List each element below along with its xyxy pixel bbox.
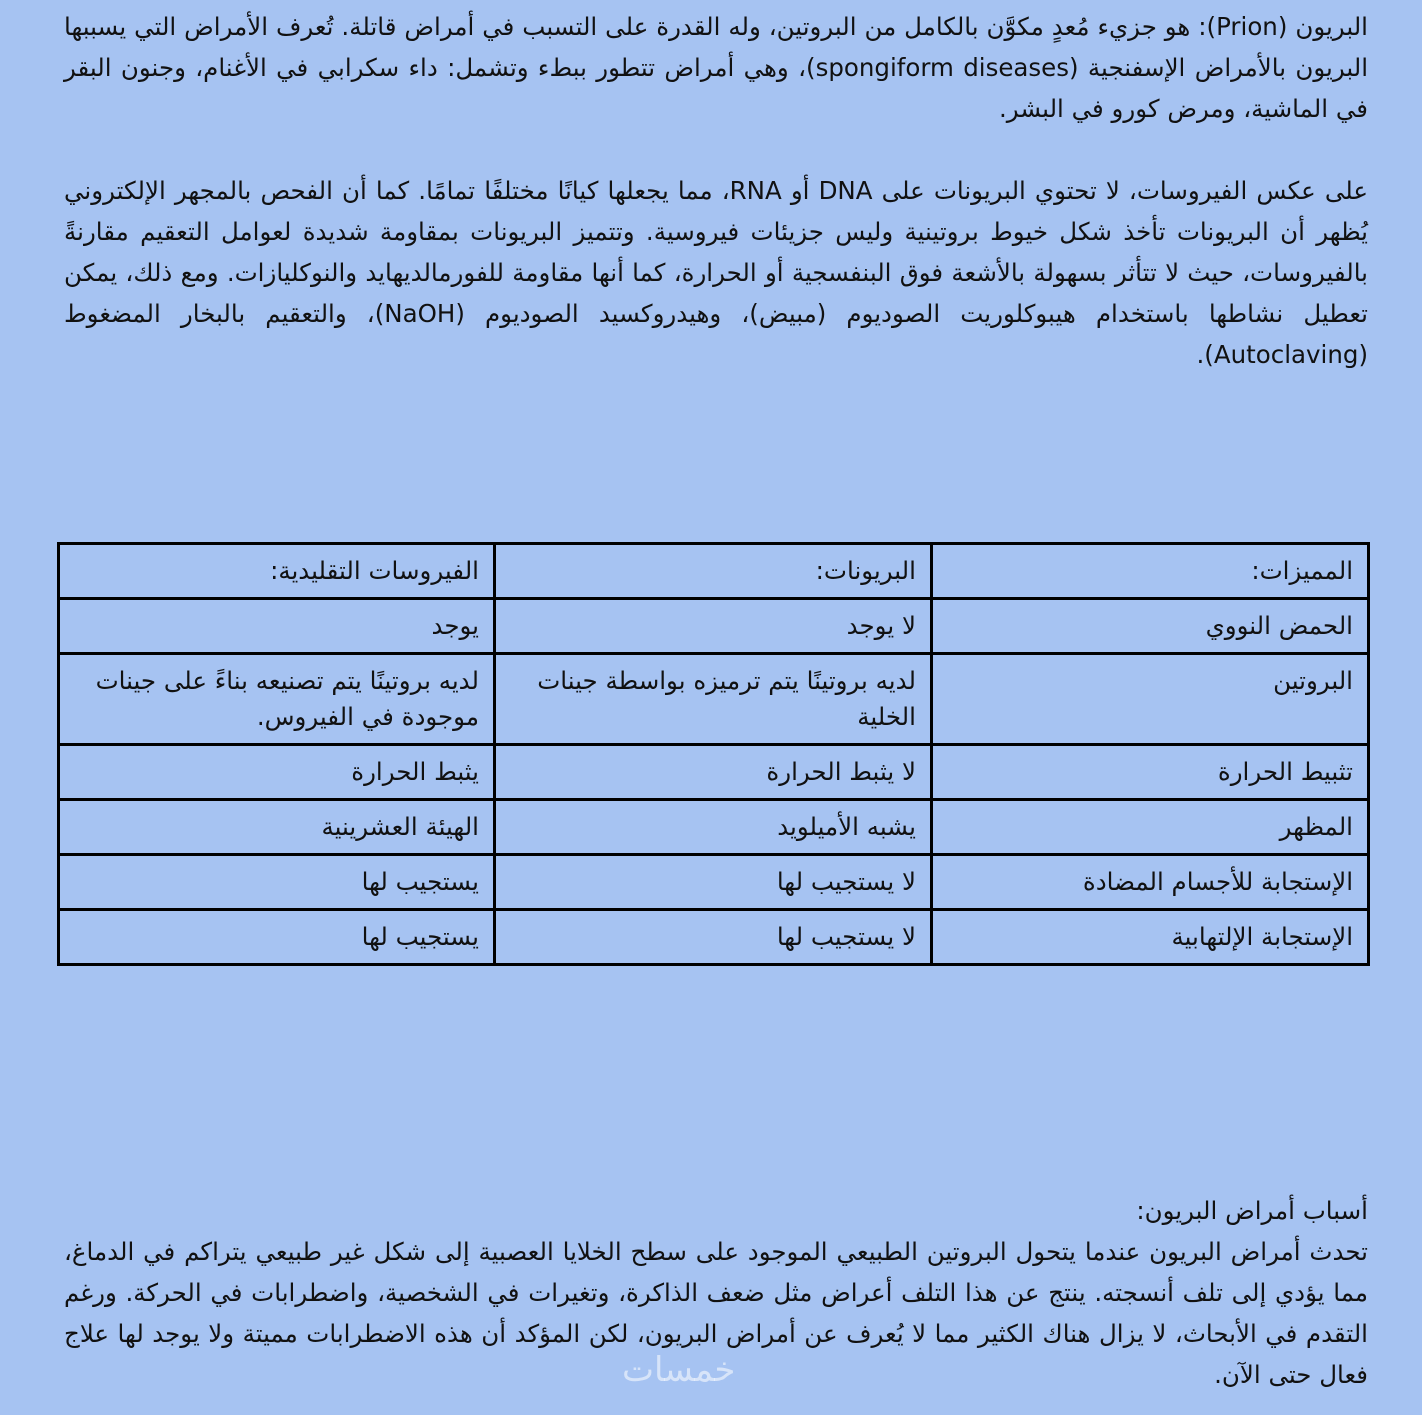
causes-heading: أسباب أمراض البريون:: [1136, 1196, 1368, 1225]
prion-cell: لا يستجيب لها: [494, 910, 931, 965]
table-row: [59, 654, 1369, 745]
prion-cell: لا يستجيب لها: [494, 855, 931, 910]
prion-cell: لا يوجد: [494, 599, 931, 654]
row-label: تثبيط الحرارة: [931, 745, 1368, 800]
prion-cell: لا يثبط الحرارة: [494, 745, 931, 800]
prion-virus-comparison-table: [57, 542, 1370, 966]
table-row: [59, 599, 1369, 654]
virus-cell: يثبط الحرارة: [59, 745, 495, 800]
row-label: الإستجابة للأجسام المضادة: [931, 855, 1368, 910]
row-label: الإستجابة الإلتهابية: [931, 910, 1368, 965]
table-row: [59, 800, 1369, 855]
comparison-paragraph: على عكس الفيروسات، لا تحتوي البريونات على DNA أو RNA، مما يجعلها كيانًا مختلفًا تمامًا. كما أن الفحص بالمجهر الإلكتروني يُظهر أن البريونات تأخذ شكل خيوط بروتينية وليس جزيئات فيروسية. وتتميز البريونات بمقاومة شديدة لعوامل التعقيم مقارنةً بالفيروسات، حيث لا تتأثر بسهولة بالأشعة فوق البنفسجية أو الحرارة، كما أنها مقاومة للفورمالديهايد والنوكليازات. ومع ذلك، يمكن تعطيل نشاطها باستخدام هيبوكلوريت الصوديوم (مبيض)، وهيدروكسيد الصوديوم (NaOH)، والتعقيم بالبخار المضغوط (Autoclaving).: [64, 176, 1368, 369]
prion-cell: يشبه الأميلويد: [494, 800, 931, 855]
row-label: الحمض النووي: [931, 599, 1368, 654]
virus-cell: الهيئة العشرينية: [59, 800, 495, 855]
table-row: [59, 910, 1369, 965]
watermark-logo: خمسات: [622, 1350, 736, 1390]
header-viruses: الفيروسات التقليدية:: [59, 544, 495, 599]
prion-cell: لديه بروتينًا يتم ترميزه بواسطة جينات الخلية: [494, 654, 931, 745]
row-label: البروتين: [931, 654, 1368, 745]
table-header-row: [59, 544, 1369, 599]
header-features: المميزات:: [931, 544, 1368, 599]
virus-cell: يوجد: [59, 599, 495, 654]
header-prions: البريونات:: [494, 544, 931, 599]
row-label: المظهر: [931, 800, 1368, 855]
table-row: [59, 745, 1369, 800]
intro-paragraph: البريون (Prion): هو جزيء مُعدٍ مكوَّن بالكامل من البروتين، وله القدرة على التسبب في أمراض قاتلة. تُعرف الأمراض التي يسببها البريون بالأمراض الإسفنجية (spongiform diseases)، وهي أمراض تتطور ببطء وتشمل: داء سكرابي في الأغنام، وجنون البقر في الماشية، ومرض كورو في البشر.: [64, 12, 1369, 123]
virus-cell: يستجيب لها: [59, 855, 495, 910]
virus-cell: لديه بروتينًا يتم تصنيعه بناءً على جينات موجودة في الفيروس.: [59, 654, 495, 745]
causes-paragraph: تحدث أمراض البريون عندما يتحول البروتين الطبيعي الموجود على سطح الخلايا العصبية إلى شكل غير طبيعي يتراكم في الدماغ، مما يؤدي إلى تلف أنسجته. ينتج عن هذا التلف أعراض مثل ضعف الذاكرة، وتغيرات في الشخصية، واضطرابات في الحركة. ورغم التقدم في الأبحاث، لا يزال هناك الكثير مما لا يُعرف عن أمراض البريون، لكن المؤكد أن هذه الاضطرابات مميتة ولا يوجد لها علاج فعال حتى الآن.: [64, 1237, 1368, 1389]
table-row: [59, 855, 1369, 910]
virus-cell: يستجيب لها: [59, 910, 495, 965]
